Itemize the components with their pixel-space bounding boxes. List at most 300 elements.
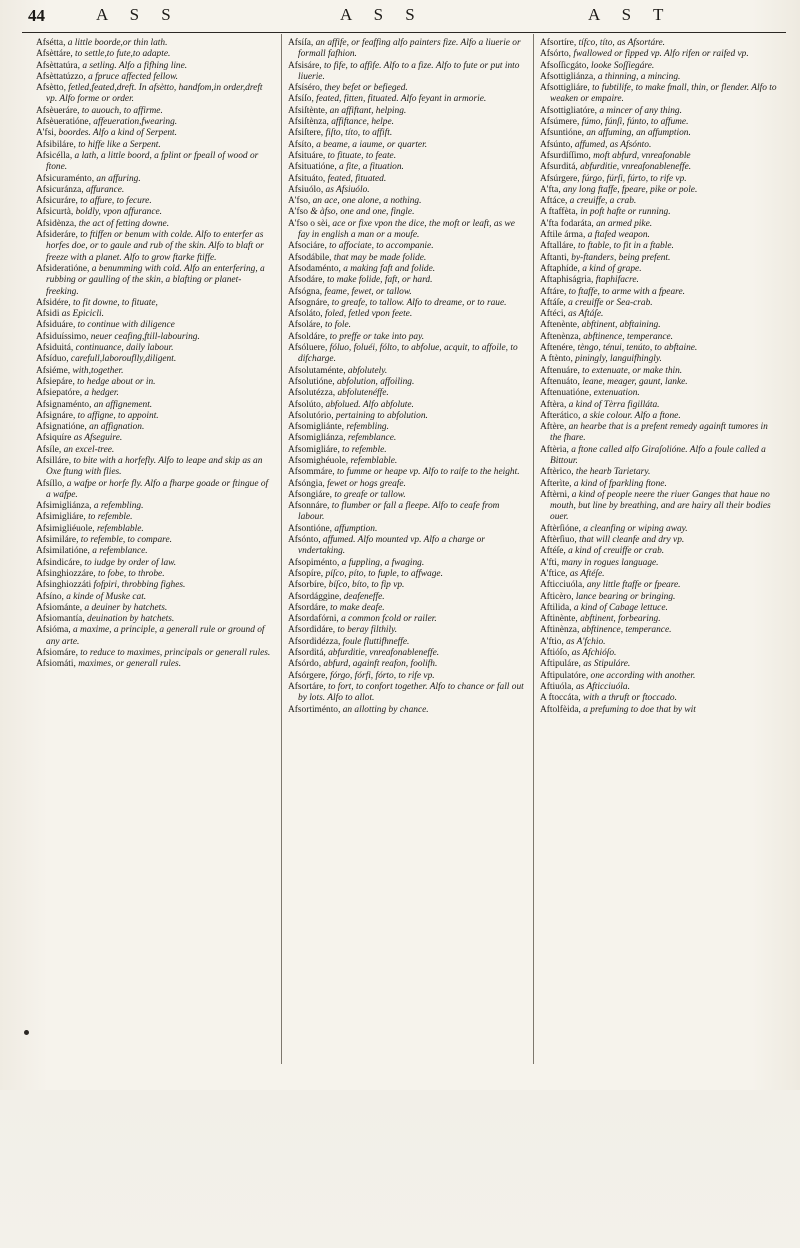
entry-headword: Afsibiláre, (36, 139, 76, 150)
dictionary-entry (540, 287, 780, 298)
dictionary-entry (288, 479, 524, 490)
entry-definition: to fit downe, to fituate, (70, 297, 158, 308)
entry-headword: Afsórgere, (288, 670, 328, 681)
margin-mark (24, 1030, 29, 1035)
entry-headword: Aftiuóla, (540, 681, 574, 692)
entry-headword: Afsodáre, (288, 275, 325, 286)
entry-definition: fóluo, foluéi, fólto, to abfolue, acquit, to affoile, to difcharge. (298, 343, 518, 365)
dictionary-entry (288, 196, 524, 207)
dictionary-entry (36, 320, 272, 331)
entry-headword: Afsorditá, (288, 648, 326, 659)
entry-definition: affeueration,fwearing. (90, 117, 178, 128)
entry-definition: moft abfurd, vnreafonable (590, 150, 691, 161)
entry-definition: feame, fewet, or tallow. (322, 286, 412, 297)
entry-headword: Aftinènza, (540, 625, 580, 636)
entry-headword: Afsiomáti, (36, 659, 76, 670)
dictionary-entry (288, 253, 524, 264)
entry-headword: Afsíſa, (288, 38, 314, 48)
dictionary-entry (288, 332, 524, 343)
entry-definition: carefull,laborouflly,diligent. (68, 354, 177, 365)
entry-definition: that may be made folide. (331, 252, 427, 263)
entry-headword: Afsuntióne, (540, 128, 585, 139)
entry-headword: Afsisáre, (288, 60, 322, 71)
entry-definition: ace or fixe vpon the dice, the moft or leaft, as we fay in english a man or a moufe. (298, 218, 515, 241)
entry-definition: a creuiffe, a crab. (567, 196, 637, 207)
dictionary-entry (540, 659, 780, 670)
dictionary-entry (540, 241, 780, 252)
entry-headword: Afsimigliáre, (36, 512, 86, 523)
entry-headword: Afsomighéuole, (288, 455, 349, 466)
entry-headword: A ftènto, (540, 354, 573, 365)
entry-headword: Afsoldáre, (288, 331, 328, 342)
dictionary-entry (36, 117, 272, 128)
entry-definition: to affociate, to accompanie. (326, 241, 434, 252)
entry-definition: tífco, títo, as Afsortáre. (576, 38, 665, 48)
column-2 (288, 38, 524, 716)
entry-headword: Afsóngia, (288, 478, 325, 489)
entry-headword: Aftèrſióne, (540, 523, 581, 534)
entry-headword: A'fti, (540, 557, 560, 568)
entry-headword: Afsortáre, (288, 681, 326, 692)
entry-definition: to continue with diligence (75, 320, 175, 331)
dictionary-entry (540, 117, 780, 128)
dictionary-entry (36, 38, 272, 49)
entry-definition: a lath, a little boord, a fplint or fpeall of wood or ftone. (46, 150, 259, 173)
entry-headword: Aftáſe, (540, 297, 566, 308)
entry-headword: Aftanti, (540, 252, 569, 263)
dictionary-entry (540, 140, 780, 151)
entry-headword: Afsíſo, (288, 94, 314, 105)
entry-definition: a beame, a iaume, or quarter. (313, 139, 428, 150)
entry-definition: one according with another. (588, 670, 696, 681)
dictionary-entry (540, 230, 780, 241)
entry-definition: to reduce to maximes, principals or generall rules. (77, 648, 271, 659)
entry-definition: refemblable. (94, 523, 144, 534)
dictionary-entry (288, 343, 524, 366)
entry-headword: Afsinghiozzáti (36, 580, 92, 591)
entry-definition: a little boorde,or thin lath. (65, 38, 168, 48)
entry-definition: a kind of people neere the riuer Ganges that haue no mouth, but line by breathing, and are hairy all their bodies ouer. (550, 489, 771, 523)
dictionary-entry (540, 309, 780, 320)
entry-headword: Afsètto, (36, 83, 66, 94)
entry-definition: deuination by hatchets. (84, 614, 175, 625)
entry-headword: A'fso, (288, 196, 311, 207)
entry-headword: Aftenére, (540, 343, 576, 354)
entry-definition: a kind of grape. (579, 263, 642, 274)
entry-definition: fofpiri, throbbing fighes. (91, 580, 186, 591)
entry-definition: píſco, píto, to fuple, to affwage. (323, 568, 443, 579)
dictionary-entry (36, 659, 272, 670)
entry-definition: tèngo, ténui, tenúto, to abftaine. (575, 343, 698, 354)
entry-definition: extenuation. (591, 388, 640, 399)
entry-headword: Afsimigliánza, (36, 501, 92, 512)
dictionary-entry (540, 524, 780, 535)
dictionary-entry (288, 298, 524, 309)
entry-definition: with a thruft or ftoccado. (580, 693, 677, 704)
entry-headword: Afsèttatúzzo, (36, 71, 86, 82)
dictionary-entry (36, 72, 272, 83)
dictionary-entry (540, 693, 780, 704)
dictionary-entry (540, 411, 780, 422)
entry-headword: Afterático, (540, 410, 581, 421)
entry-definition: to hiffe like a Serpent. (75, 139, 161, 150)
entry-headword: Afsituáre, (288, 150, 326, 161)
entry-headword: A'fso o sèi, (288, 218, 331, 229)
entry-headword: A'ftio, (540, 636, 564, 647)
dictionary-entry (288, 275, 524, 286)
dictionary-entry (288, 535, 524, 558)
entry-definition: abftinence, temperance. (579, 625, 672, 636)
dictionary-entry (288, 207, 524, 218)
entry-definition: fórgo, fórfi, fórto, to rife vp. (327, 670, 435, 681)
entry-headword: Aftinènte, (540, 614, 578, 625)
entry-definition: an affignation. (86, 422, 145, 433)
dictionary-entry (36, 343, 272, 354)
dictionary-entry (36, 592, 272, 603)
dictionary-entry (36, 354, 272, 365)
dictionary-entry (36, 185, 272, 196)
entry-definition: abftinence, temperance. (580, 331, 674, 342)
dictionary-entry (288, 467, 524, 478)
dictionary-entry (288, 501, 524, 524)
entry-headword: Aftéci, (540, 309, 566, 320)
dictionary-entry (540, 422, 780, 445)
dictionary-entry (288, 128, 524, 139)
entry-headword: Afsociáre, (288, 241, 327, 252)
entry-headword: Afsúnto, (540, 139, 573, 150)
entry-headword: Aftèrico, (540, 467, 574, 478)
entry-headword: Afsurdiſſimo, (540, 150, 591, 161)
entry-definition: to fobe, to throbe. (95, 568, 165, 579)
entry-headword: Afsèueráre, (36, 105, 80, 116)
entry-definition: abfolutely. (345, 365, 388, 376)
entry-headword: Afsordidáre, (288, 625, 336, 636)
entry-definition: a refemblance. (89, 546, 148, 557)
dictionary-entry (288, 524, 524, 535)
entry-definition: foule fluttifhneffe. (340, 636, 410, 647)
entry-definition: to fife, to affife. Alfo to a fize. Alfo to fute or put into liuerie. (298, 60, 520, 82)
entry-headword: A'fso (288, 207, 308, 218)
running-head-center: A S S (340, 5, 424, 24)
entry-definition: a kinde of Muske cat. (63, 591, 147, 602)
dictionary-entry (540, 49, 780, 60)
dictionary-entry (36, 83, 272, 106)
entry-definition: affumed. Alfo mounted vp. Alfo a charge or vndertaking. (298, 535, 485, 557)
entry-definition: fewet or hogs greafe. (324, 478, 406, 489)
entry-headword: Afsolutório, (288, 410, 334, 421)
entry-definition: & àfso, one and one, fingle. (307, 207, 415, 218)
entry-definition: foled, fetled vpon feete. (322, 309, 413, 320)
entry-headword: Afsideráre, (36, 230, 78, 241)
dictionary-entry (36, 535, 272, 546)
entry-definition: to beray filthily. (335, 625, 398, 636)
entry-definition: boordes. Alfo a kind of Serpent. (56, 128, 178, 139)
entry-definition: as Afticciuóla. (573, 681, 630, 692)
entry-definition: abfurd, againft reafon, foolifh. (321, 659, 438, 670)
entry-headword: Afsomigliánza, (288, 433, 346, 444)
entry-definition: a fuppling, a fwaging. (339, 557, 425, 568)
running-head-left: A S S (96, 5, 180, 24)
entry-headword: Afsommáre, (288, 467, 335, 478)
entry-headword: Afsèttáre, (36, 49, 73, 60)
entry-definition: boldly, vpon affurance. (73, 207, 163, 218)
entry-definition: fúmo, fúnſi, fúnto, to affume. (579, 117, 689, 128)
dictionary-entry (36, 479, 272, 502)
dictionary-entry (36, 625, 272, 648)
entry-definition: to flumber or fall a fleepe. Alfo to ceafe from labour. (298, 501, 500, 523)
dictionary-entry (540, 174, 780, 185)
entry-definition: as Afseguire. (71, 433, 123, 444)
entry-definition: a fpruce affected fellow. (85, 71, 178, 82)
dictionary-entry (36, 603, 272, 614)
dictionary-entry (36, 174, 272, 185)
entry-headword: Afsidènza, (36, 218, 77, 229)
entry-headword: Afsomigliánte, (288, 422, 344, 433)
entry-definition: a wafpe or horfe fly. Alfo a fharpe goade or ftingue of a wafpe. (46, 478, 269, 500)
dictionary-entry (36, 614, 272, 625)
entry-headword: Aftenuatióne, (540, 388, 592, 399)
entry-definition: a creuiffe or Sea-crab. (565, 297, 653, 308)
dictionary-entry (540, 603, 780, 614)
entry-headword: Afsiománte, (36, 602, 83, 613)
entry-headword: Afsèueratióne, (36, 117, 91, 128)
entry-definition: an ace, one alone, a nothing. (310, 196, 422, 207)
entry-definition: a mincer of any thing. (597, 105, 682, 116)
entry-headword: Aftenènte, (540, 320, 580, 331)
dictionary-entry (36, 411, 272, 422)
dictionary-entry (36, 546, 272, 557)
dictionary-entry (540, 354, 780, 365)
entry-headword: Afsurditá, (540, 162, 578, 173)
dictionary-entry (36, 422, 272, 433)
entry-definition: that will cleanfe and dry vp. (576, 535, 685, 546)
entry-definition: an affife, or feaffing alfo painters fize. Alfo a liuerie or formall fafhion. (298, 38, 521, 60)
dictionary-entry (540, 467, 780, 478)
dictionary-entry (540, 185, 780, 196)
entry-headword: A'fsi, (36, 128, 57, 139)
entry-headword: Afsottigliatóre, (540, 105, 598, 116)
entry-definition: to greafe or tallow. (332, 489, 406, 500)
entry-definition: to bite with a horfefly. Alfo to leape and skip as an Oxe ftung with flies. (46, 455, 263, 478)
entry-headword: Afsiuólo, (288, 184, 324, 195)
entry-headword: Afsicurtà, (36, 207, 74, 218)
entry-headword: Afsopiménto, (288, 557, 340, 568)
entry-definition: to extenuate, or make thin. (579, 365, 683, 376)
entry-definition: to ftaffe, to arme with a fpeare. (566, 286, 685, 297)
entry-definition: to make folide, faft, or hard. (324, 275, 433, 286)
entry-headword: Afsórto, (540, 49, 571, 60)
entry-headword: Afsicuraménto, (36, 173, 95, 184)
entry-definition: a ftone called alfo Giraſolióne. Alfo a foule called a Bittour. (550, 444, 766, 466)
entry-headword: Afsiepatóre, (36, 388, 83, 399)
dictionary-entry (288, 219, 524, 242)
dictionary-entry (540, 705, 780, 716)
column-1 (36, 38, 272, 671)
entry-headword: Afsolutaménte, (288, 365, 346, 376)
dictionary-entry (36, 219, 272, 230)
entry-headword: Afsignáre, (36, 410, 76, 421)
entry-definition: in poft hafte or running. (577, 207, 671, 218)
entry-headword: Aftèra, (540, 399, 567, 410)
entry-definition: they befet or befieged. (322, 83, 408, 94)
entry-headword: Afsétta, (36, 38, 66, 48)
dictionary-entry (36, 501, 272, 512)
entry-definition: to preffe or take into pay. (327, 331, 425, 342)
entry-definition: a prefuming to doe that by wit (580, 704, 696, 715)
dictionary-entry (540, 275, 780, 286)
entry-headword: A ftaffèta, (540, 207, 578, 218)
entry-definition: many in rogues language. (559, 557, 659, 568)
entry-definition: to fituate, to feate. (325, 150, 397, 161)
entry-headword: Aftéſe, (540, 546, 566, 557)
entry-definition: to refemble. (339, 444, 387, 455)
entry-headword: Afsottigliáre, (540, 83, 590, 94)
dictionary-entry (540, 162, 780, 173)
dictionary-entry (288, 309, 524, 320)
entry-headword: Afsíno, (36, 591, 64, 602)
dictionary-entry (540, 253, 780, 264)
entry-definition: refemblance. (345, 433, 397, 444)
entry-definition: a maxime, a principle, a generall rule or ground of any arte. (46, 625, 265, 647)
entry-headword: Afsinghiozzáre, (36, 568, 96, 579)
entry-definition: an affiftant, helping. (327, 105, 407, 116)
dictionary-entry (540, 343, 780, 354)
entry-definition: a deuiner by hatchets. (82, 602, 168, 613)
blank-lower-area (0, 1090, 800, 1248)
dictionary-entry (288, 400, 524, 411)
entry-definition: deafeneffe. (341, 591, 385, 602)
entry-headword: Afticciuóla, (540, 580, 585, 591)
entry-headword: Aftèria, (540, 444, 569, 455)
entry-headword: Afsiſtere, (288, 128, 324, 139)
entry-definition: as Epicicli. (59, 309, 104, 320)
dictionary-entry (288, 151, 524, 162)
dictionary-entry (288, 558, 524, 569)
entry-headword: Afsolúto, (288, 399, 324, 410)
dictionary-entry (288, 106, 524, 117)
entry-definition: a common fcold or railer. (338, 614, 437, 625)
entry-headword: Afsoláto, (288, 309, 323, 320)
entry-definition: a refembling. (91, 501, 144, 512)
entry-headword: Afsilláre, (36, 455, 72, 466)
entry-definition: a kind of fparkling ftone. (571, 478, 667, 489)
dictionary-entry (540, 72, 780, 83)
dictionary-entry (540, 648, 780, 659)
dictionary-entry (288, 671, 524, 682)
entry-definition: fetled,feated,dreft. In afsètto, handfom,in order,dreft vp. Alfo forme or order. (46, 83, 263, 105)
entry-definition: the hearb Tarietary. (573, 467, 651, 478)
entry-headword: Afsióma, (36, 625, 71, 636)
dictionary-entry (540, 569, 780, 580)
entry-definition: bíſco, bíto, to fip vp. (326, 580, 405, 591)
dictionary-entry (540, 320, 780, 331)
entry-headword: Aftaphiságria, (540, 275, 594, 286)
dictionary-entry (288, 174, 524, 185)
entry-definition: any little ftaffe or fpeare. (584, 580, 681, 591)
entry-headword: Aftipulatóre, (540, 670, 589, 681)
entry-definition: lance bearing or bringing. (573, 591, 676, 602)
entry-headword: A'fta fodaráta, (540, 218, 594, 229)
dictionary-entry (36, 388, 272, 399)
dictionary-entry (36, 61, 272, 72)
dictionary-entry (540, 625, 780, 636)
column-rule-left (281, 34, 282, 1064)
entry-definition: an armed pike. (593, 218, 653, 229)
entry-definition: refemblable. (348, 455, 398, 466)
entry-headword: Afsortíre, (540, 38, 577, 48)
entry-definition: any long ftaffe, fpeare, pike or pole. (560, 184, 698, 195)
entry-headword: Aftenènza, (540, 331, 581, 342)
dictionary-entry (288, 433, 524, 444)
dictionary-entry (36, 377, 272, 388)
entry-headword: Aftolfèida, (540, 704, 581, 715)
entry-definition: maximes, or generall rules. (75, 659, 182, 670)
entry-headword: A'ftice, (540, 568, 568, 579)
entry-headword: Aftenuáre, (540, 365, 580, 376)
entry-headword: Aftipuláre, (540, 659, 581, 670)
dictionary-entry (36, 512, 272, 523)
dictionary-entry (540, 614, 780, 625)
entry-headword: Aftalláre, (540, 241, 576, 252)
dictionary-entry (36, 558, 272, 569)
dictionary-entry (540, 445, 780, 468)
dictionary-entry (540, 264, 780, 275)
dictionary-entry (288, 659, 524, 670)
dictionary-entry (540, 637, 780, 648)
entry-headword: Afsimilatióne, (36, 546, 90, 557)
entry-definition: the act of fetting downe. (76, 218, 170, 229)
dictionary-entry (288, 185, 524, 196)
entry-headword: Afsúrgere, (540, 173, 580, 184)
entry-headword: Afsolutézza, (288, 388, 336, 399)
entry-definition: piningly, languifhingly. (572, 354, 662, 365)
entry-definition: looke Soſſiegáre. (588, 60, 655, 71)
entry-definition: as Stipuláre. (580, 659, 631, 670)
entry-headword: Afsíduo, (36, 354, 69, 365)
entry-definition: neuer ceafing,ftill-labouring. (88, 331, 200, 342)
entry-headword: Afsiduíssimo, (36, 331, 89, 342)
entry-definition: a kind of creuiffe or crab. (565, 546, 665, 557)
entry-headword: Afsordággine, (288, 591, 342, 602)
dictionary-entry (540, 207, 780, 218)
dictionary-entry (36, 151, 272, 174)
dictionary-entry (288, 94, 524, 105)
entry-definition: abftinent, abftaining. (579, 320, 661, 331)
entry-headword: Afsiduitá, (36, 343, 74, 354)
dictionary-entry (288, 388, 524, 399)
entry-definition: to affigne, to appoint. (75, 410, 159, 421)
dictionary-entry (288, 614, 524, 625)
entry-headword: Afsindicáre, (36, 557, 83, 568)
page-number: 44 (28, 6, 45, 25)
entry-headword: Afsopíre, (288, 568, 324, 579)
entry-definition: an affuring. (94, 173, 141, 184)
entry-definition: to fubtilife, to make fmall, thin, or flender. Alfo to weaken or empaire. (550, 83, 777, 105)
entry-headword: Afsorbíre, (288, 580, 327, 591)
entry-headword: Afsiomáre, (36, 648, 78, 659)
entry-headword: Afsónto, (288, 535, 321, 546)
dictionary-entry (288, 682, 524, 705)
entry-headword: Afsidére, (36, 297, 71, 308)
dictionary-entry (288, 456, 524, 467)
entry-headword: Afsicuránza, (36, 184, 84, 195)
entry-headword: Afsíllo, (36, 478, 65, 489)
dictionary-entry (540, 377, 780, 388)
entry-headword: Afsiſtènza, (288, 117, 329, 128)
entry-headword: Afsórdo, (288, 659, 322, 670)
dictionary-entry (36, 569, 272, 580)
entry-definition: to refemble. (85, 512, 133, 523)
